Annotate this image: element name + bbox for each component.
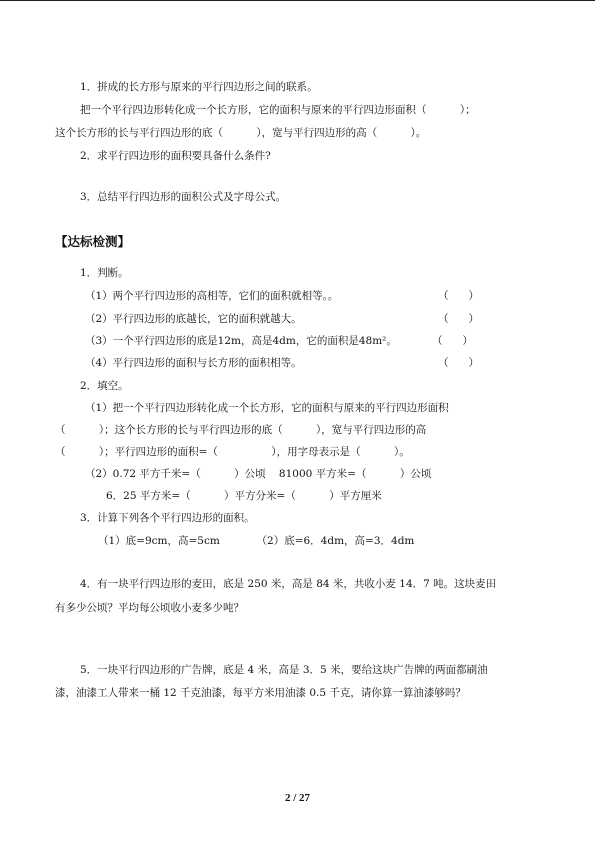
calc-items: （1）底=9cm，高=5cm （2）底=6．4dm，高=3．4dm (98, 535, 415, 547)
section-title: 【达标检测】 (55, 234, 131, 249)
fill-line-3: （ ）；平行四边形的面积=（ ），用字母表示是（ ）。 (55, 446, 410, 458)
problem-4-line-2: 有多少公顷？平均每公顷收小麦多少吨？ (55, 602, 244, 614)
review-question-2: 2．求平行四边形的面积要具备什么条件? (80, 150, 271, 162)
judge-item-1: （1）两个平行四边形的高相等，它们的面积就相等。。 (85, 290, 339, 302)
judge-item-3: （3）一个平行四边形的底是12m，高是4dm，它的面积是48m²。 (85, 335, 397, 347)
fill-title: 2．填空。 (80, 380, 129, 392)
fill-line-2: （ ）；这个长方形的长与平行四边形的底（ ），宽与平行四边形的高 (55, 424, 427, 436)
judge-item-2: （2）平行四边形的底越长，它的面积就越大。 (85, 313, 302, 325)
problem-5-line-1: 5．一块平行四边形的广告牌，底是 4 米，高是 3．5 米，要给这块广告牌的两面都刷油 (80, 664, 488, 676)
calc-title: 3．计算下列各个平行四边形的面积。 (80, 512, 255, 524)
header-rule (0, 0, 595, 1)
problem-5-line-2: 漆，油漆工人带来一桶 12 千克油漆，每平方米用油漆 0.5 千克，请你算一算油漆够吗？ (55, 687, 466, 699)
review-question-1-fill-b: 这个长方形的长与平行四边形的底（ ），宽与平行四边形的高（ ）。 (55, 127, 427, 139)
review-question-1-fill-a: 把一个平行四边形转化成一个长方形，它的面积与原来的平行四边形面积（ ）； (80, 104, 476, 116)
page-number: 2 / 27 (284, 792, 311, 804)
judge-bracket-4: （ ） (438, 357, 480, 369)
problem-4-line-1: 4．有一块平行四边形的麦田，底是 250 米，高是 84 米，共收小麦 14．7 吨。这块麦田 (80, 578, 497, 590)
judge-title: 1．判断。 (80, 267, 129, 279)
judge-bracket-2: （ ） (438, 313, 480, 325)
judge-bracket-1: （ ） (438, 290, 480, 302)
fill-line-5: 6．25 平方米=（ ）平方分米=（ ）平方厘米 (106, 490, 382, 502)
review-question-1: 1．拼成的长方形与原来的平行四边形之间的联系。 (80, 81, 318, 93)
judge-bracket-3: （ ） (432, 335, 474, 347)
fill-line-4: （2）0.72 平方千米=（ ）公顷 81000 平方米=（ ）公顷 (85, 468, 432, 480)
fill-line-1: （1）把一个平行四边形转化成一个长方形，它的面积与原来的平行四边形面积 (85, 402, 449, 414)
review-question-3: 3．总结平行四边形的面积公式及字母公式。 (80, 191, 287, 203)
judge-item-4: （4）平行四边形的面积与长方形的面积相等。 (85, 357, 302, 369)
